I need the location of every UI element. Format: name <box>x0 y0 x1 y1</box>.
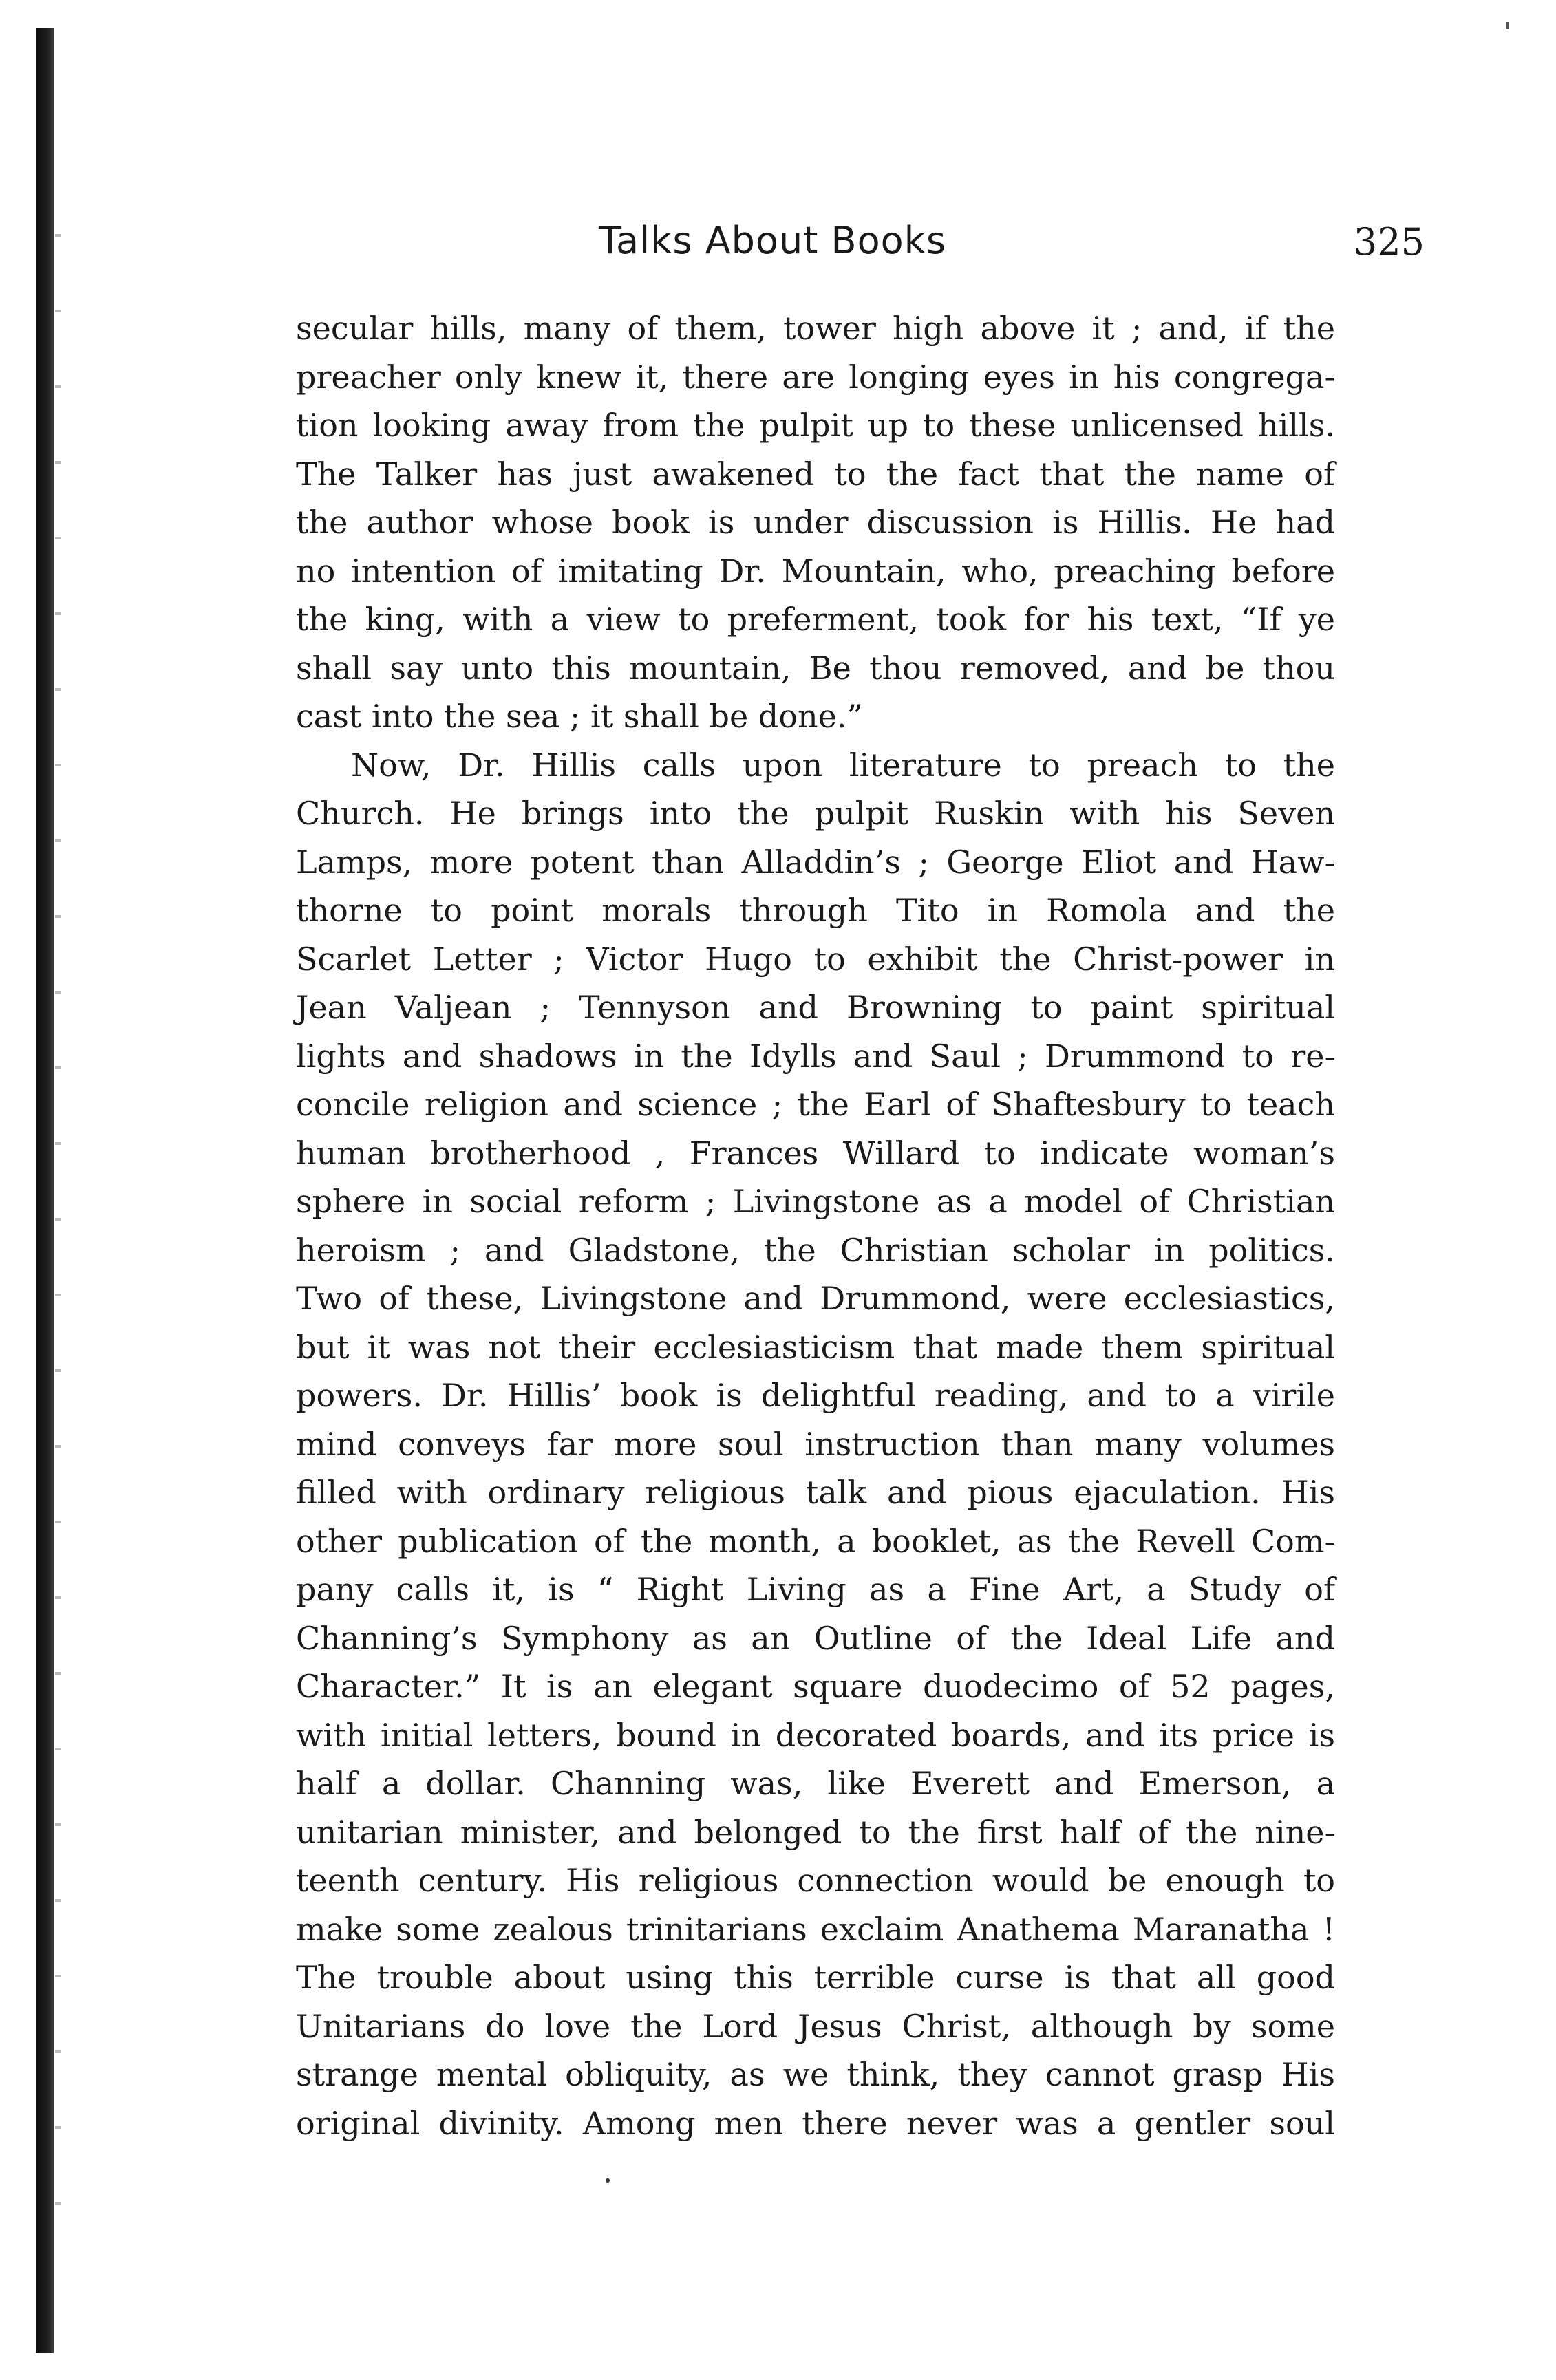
text-line: thorne to point morals through Tito in Romola and the <box>296 892 1335 929</box>
text-line: shall say unto this mountain, Be thou removed, and be thou <box>296 649 1335 687</box>
text-line: Unitarians do love the Lord Jesus Christ, although by some <box>296 2007 1335 2045</box>
text-line: Channing’s Symphony as an Outline of the Ideal Life and <box>296 1619 1335 1657</box>
text-line: cast into the sea ; it shall be done.” <box>296 698 863 735</box>
text-line: The trouble about using this terrible curse is that all good <box>296 1959 1335 1996</box>
text-line: other publication of the month, a booklet, as the Revell Com- <box>296 1522 1335 1560</box>
text-line: the king, with a view to preferment, took for his text, “If ye <box>296 601 1335 638</box>
text-line: sphere in social reform ; Livingstone as a model of Christian <box>296 1183 1335 1220</box>
text-line: Two of these, Livingstone and Drummond, were ecclesiastics, <box>296 1280 1335 1317</box>
text-line: The Talker has just awakened to the fact that the name of <box>296 455 1335 493</box>
text-line: teenth century. His religious connection would be enough to <box>296 1862 1335 1899</box>
text-line: with initial letters, bound in decorated boards, and its price is <box>296 1716 1335 1754</box>
body-text <box>296 304 1335 2147</box>
text-line: Scarlet Letter ; Victor Hugo to exhibit the Christ-power in <box>296 940 1335 978</box>
text-line: tion looking away from the pulpit up to these unlicensed hills. <box>296 407 1335 444</box>
page-binding-edge <box>36 28 54 2353</box>
text-line: Lamps, more potent than Alladdin’s ; George Eliot and Haw- <box>296 843 1335 881</box>
text-line: preacher only knew it, there are longing eyes in his congrega- <box>296 358 1335 396</box>
text-line: filled with ordinary religious talk and pious ejaculation. His <box>296 1474 1335 1511</box>
text-line: powers. Dr. Hillis’ book is delightful reading, and to a virile <box>296 1377 1335 1414</box>
text-line: unitarian minister, and belonged to the first half of the nine- <box>296 1813 1335 1851</box>
corner-speck <box>1506 22 1509 29</box>
paragraph-start-line: Now, Dr. Hillis calls upon literature to preach to the <box>351 746 1335 784</box>
stray-ink-dot <box>606 2178 610 2183</box>
text-line: the author whose book is under discussion is Hillis. He had <box>296 504 1335 541</box>
text-line: original divinity. Among men there never was a gentler soul <box>296 2104 1335 2142</box>
text-line: mind conveys far more soul instruction than many volumes <box>296 1425 1335 1463</box>
page-number: 325 <box>1353 220 1425 264</box>
text-line: secular hills, many of them, tower high above it ; and, if the <box>296 310 1335 347</box>
text-line: Character.” It is an elegant square duodecimo of 52 pages, <box>296 1668 1335 1705</box>
text-line: but it was not their ecclesiasticism that made them spiritual <box>296 1328 1335 1366</box>
running-title: Talks About Books <box>599 219 947 262</box>
text-line: concile religion and science ; the Earl of Shaftesbury to teach <box>296 1086 1335 1123</box>
text-line: Jean Valjean ; Tennyson and Browning to paint spiritual <box>296 989 1335 1026</box>
binding-shadow <box>55 206 61 2271</box>
text-line: Church. He brings into the pulpit Ruskin with his Seven <box>296 795 1335 832</box>
text-line: human brotherhood , Frances Willard to indicate woman’s <box>296 1134 1335 1172</box>
text-line: make some zealous trinitarians exclaim Anathema Maranatha ! <box>296 1910 1335 1948</box>
text-line: half a dollar. Channing was, like Everett and Emerson, a <box>296 1765 1335 1802</box>
text-line: no intention of imitating Dr. Mountain, who, preaching before <box>296 552 1335 590</box>
text-line: strange mental obliquity, as we think, they cannot grasp His <box>296 2056 1335 2093</box>
text-line: lights and shadows in the Idylls and Saul ; Drummond to re- <box>296 1037 1335 1075</box>
text-line: pany calls it, is “ Right Living as a Fine Art, a Study of <box>296 1571 1335 1608</box>
text-line: heroism ; and Gladstone, the Christian scholar in politics. <box>296 1231 1335 1269</box>
running-head <box>296 219 1466 274</box>
